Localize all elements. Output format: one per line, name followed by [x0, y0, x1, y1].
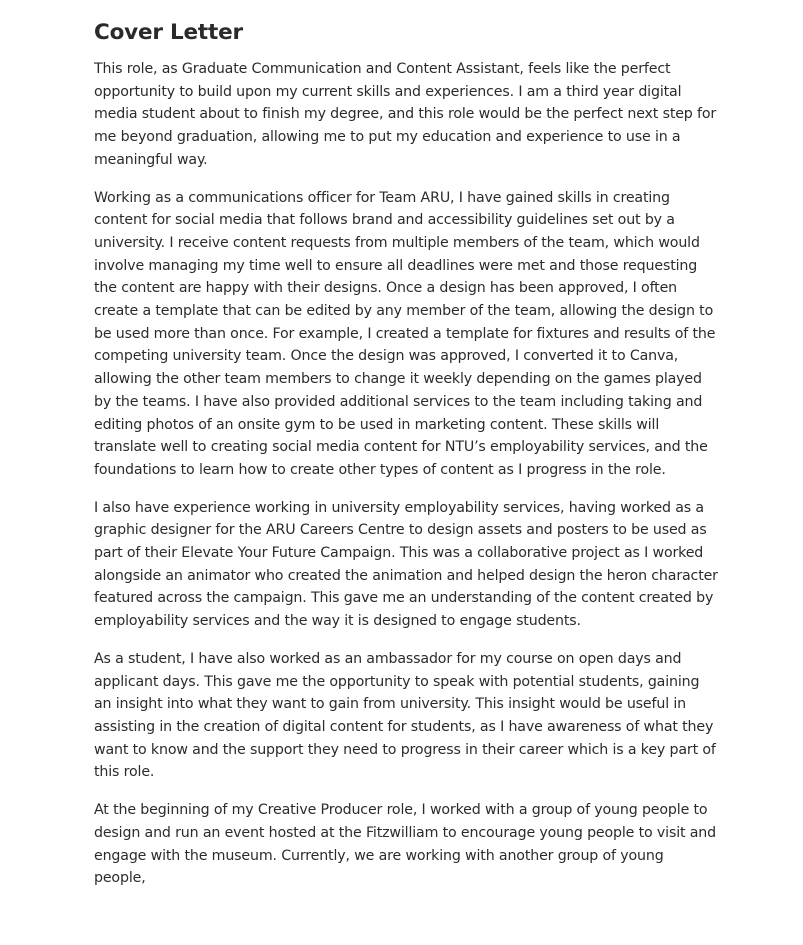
- cover-letter-page: [94, 20, 719, 905]
- paragraph-creative-producer: At the beginning of my Creative Producer role, I worked with a group of young people to design and run an event hosted at the Fitzwilliam to encourage young people to visit and engage with the museum. Currently, we are working with another group of young people,: [94, 802, 717, 887]
- paragraph-intro: This role, as Graduate Communication and Content Assistant, feels like the perfect opportunity to build upon my current skills and experiences. I am a third year digital media student about to finish my degree, and this role would be the perfect next step for me beyond graduation, allowing me to put my education and experience to use in a meaningful way.: [94, 61, 717, 168]
- paragraph-careers-centre: I also have experience working in university employability services, having worked as a graphic designer for the ARU Careers Centre to design assets and posters to be used as part of their Elevate Your Future Campaign. This was a collaborative project as I worked alongside an animator who created the animation and helped design the heron character featured across the campaign. This gave me an understanding of the content created by employability services and the way it is designed to engage students.: [94, 499, 718, 630]
- paragraph-team-aru: Working as a communications officer for Team ARU, I have gained skills in creating content for social media that follows brand and accessibility guidelines set out by a university. I receive content requests from multiple members of the team, which would involve managing my time well to ensure all deadlines were met and those requesting the content are happy with their designs. Once a design has been approved, I often create a template that can be edited by any member of the team, allowing the design to be used more than once. For example, I created a template for fixtures and results of the competing university team. Once the design was approved, I converted it to Canva, allowing the other team members to change it weekly depending on the games played by the teams. I have also provided additional services to the team including taking and editing photos of an onsite gym to be used in marketing content. These skills will translate well to creating social media content for NTU’s employability services, and the foundations to learn how to create other types of content as I progress in the role.: [94, 189, 716, 478]
- page-title: Cover Letter: [94, 20, 243, 45]
- paragraph-ambassador: As a student, I have also worked as an ambassador for my course on open days and applicant days. This gave me the opportunity to speak with potential students, gaining an insight into what they want to gain from university. This insight would be useful in assisting in the creation of digital content for students, as I have awareness of what they want to know and the support they need to progress in their career which is a key part of this role.: [94, 650, 716, 781]
